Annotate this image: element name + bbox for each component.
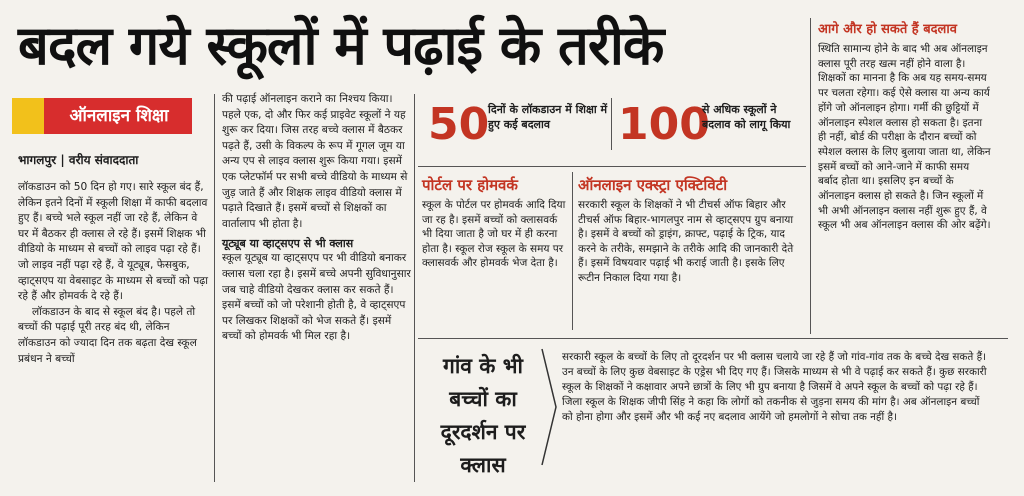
stat-2-number: 100	[618, 99, 710, 150]
column-divider-2	[414, 94, 415, 482]
stat-1-number: 50	[428, 99, 490, 150]
extra-activity-heading: ऑनलाइन एक्स्ट्रा एक्टिविटी	[578, 176, 728, 194]
column-2-paragraph-1: की पढ़ाई ऑनलाइन कराने का निश्चय किया। पहले एक, दो और फिर कई प्राइवेट स्कूलों ने यह शुरू कर दिया। जिस तरह बच्चे क्लास में बैठकर पढ़ते हैं, उसी के विकल्प के रूप में गूगल जूम या अन्य एप से लाइव क्लास शुरू किया गया। इसमें एक प्लेटफॉर्म पर सभी बच्चे वीडियो के माध्यम से जुड़ जाते हैं और शिक्षक लाइव वीडियो क्लास में पढ़ाते दिखाते हैं। इसमें बच्चों से शिक्षकों का वार्तालाप भी होता है।	[222, 93, 408, 230]
stats-underline	[418, 166, 806, 167]
stat-1-text: दिनों के लॉकडाउन में शिक्षा में हुए कई बदलाव	[488, 103, 608, 131]
right-box-border	[810, 18, 811, 334]
column-1-paragraph-1: लॉकडाउन को 50 दिन हो गए। सारे स्कूल बंद हैं, लेकिन इतने दिनों में स्कूली शिक्षा में काफी बदलाव हुए हैं। बच्चे भले स्कूल नहीं जा रहे हैं, लेकिन वे घर में बैठकर ही क्लास ले रहे हैं। इसमें शिक्षक भी वीडियो के माध्यम से बच्चों को लाइव पढ़ा रहे हैं। जो लाइव नहीं पढ़ा रहे हैं, वे यूट्यूब, फेसबुक, व्हाट्सएप या वेबसाइट के माध्यम से बच्चों को पढ़ा रहे हैं और होमवर्क दे रहे हैं।	[18, 181, 208, 303]
column-2-paragraph-2: स्कूल यूट्यूब या व्हाट्सएप पर भी वीडियो बनाकर क्लास चला रहा है। इसमें बच्चे अपनी सुविधानुसार जब चाहे वीडियो देखकर क्लास कर सकते हैं। इसमें बच्चों को जो परेशानी होती है, वे व्हाट्सएप पर लिखकर शिक्षकों को भेज सकते हैं। इसमें बच्चों को होमवर्क भी मिल रहा है।	[222, 252, 411, 343]
column-2-subhead: यूट्यूब या व्हाट्सएप से भी क्लास	[222, 237, 354, 251]
column-1-paragraph-2: लॉकडाउन के बाद से स्कूल बंद है। पहले तो बच्चों की पढ़ाई पूरी तरह बंद थी, लेकिन लॉकडाउन को ज्यादा दिन तक बढ़ता देख स्कूल प्रबंधन ने बच्चों	[18, 305, 197, 365]
column-2	[222, 92, 412, 345]
byline: भागलपुर | वरीय संवाददाता	[18, 153, 139, 167]
right-heading: आगे और हो सकते हैं बदलाव	[818, 22, 957, 37]
badge-label: ऑनलाइन शिक्षा	[69, 106, 169, 126]
stats-box	[418, 92, 808, 162]
portal-heading: पोर्टल पर होमवर्क	[422, 176, 518, 194]
portal-body: स्कूल के पोर्टल पर होमवर्क आदि दिया जा रह है। इसमें बच्चों को क्लासवर्क भी दिया जाता है जो घर में ही करना होता है। स्कूल रोज स्कूल के समय पर क्लासवर्क और होमवर्क भेज देता है।	[422, 199, 566, 269]
chevron-icon	[538, 347, 560, 467]
bottom-body: सरकारी स्कूल के बच्चों के लिए तो दूरदर्शन पर भी क्लास चलाये जा रहे हैं जो गांव-गांव तक के बच्चे देख सकते हैं। उन बच्चों के लिए कुछ वेबसाइट के एड्रेस भी दिए गए हैं। जिसके माध्यम से भी वे पढ़ाई कर सकते हैं। कुछ सरकारी स्कूल के शिक्षकों ने कक्षावार अपने छात्रों के लिए भी ग्रुप बनाया है जिसमें वे अपने स्कूल के बच्चों को पढ़ा रहे हैं। जिला स्कूल के शिक्षक जीपी सिंह ने कहा कि लोगों को तकनीक से जुड़ना समय की मांग है। अब ऑनलाइन बच्चों को होना होगा और इसमें और भी कई नए बदलाव आयेंगे जो हमलोगों ने सोचा तक नहीं है।	[562, 351, 987, 423]
stat-divider	[611, 98, 612, 150]
right-body: स्थिति सामान्य होने के बाद भी अब ऑनलाइन क्लास पूरी तरह खत्म नहीं होने वाला है। शिक्षकों का मानना है कि अब यह समय-समय पर चलता रहेगा। कई ऐसे क्लास या अन्य कार्य होंगे जो ऑनलाइन होगा। गर्मी की छुट्टियों में ऑनलाइन स्पेशल क्लास हो सकता है। इतना ही नहीं, बोर्ड की परीक्षा के दौरान बच्चों को स्पेशल क्लास के लिए बुलाया जाता था, लेकिन इसमें बच्चों को आने-जाने में काफी समय बर्बाद होता था। इसलिए इन बच्चों के ऑनलाइन क्लास हो सकते है। जिन स्कूलों में भी अभी ऑनलाइन क्लास नहीं शुरू हुए हैं, वे स्कूल भी अब ऑनलाइन क्लास की ओर बढ़ेंगे।	[818, 43, 991, 232]
headline: बदल गये स्कूलों में पढ़ाई के तरीके	[18, 14, 664, 77]
column-1	[18, 180, 208, 367]
section-badge	[12, 98, 192, 134]
bottom-divider	[418, 338, 1008, 339]
sub-divider	[572, 172, 573, 330]
stat-2-text: से अधिक स्कूलों ने बदलाव को लागू किया	[702, 103, 791, 131]
column-divider-1	[214, 94, 215, 482]
badge-stripe	[12, 98, 44, 134]
extra-activity-body: सरकारी स्कूल के शिक्षकों ने भी टीचर्स ऑफ बिहार और टीचर्स ऑफ बिहार-भागलपुर नाम से व्हाट्सएप ग्रुप बनाया है। इसमें वे बच्चों को ड्राइंग, क्राफ्ट, पढ़ाई के ट्रिक, याद करने के तरीके, समझाने के तरीके आदि की जानकारी देते हैं। इसमें विषयवार पढ़ाई भी कराई जाती है। इसके लिए रूटीन निकाल दिया गया है।	[578, 199, 794, 284]
bottom-title: गांव के भी बच्चों का दूरदर्शन पर क्लास	[440, 354, 526, 477]
